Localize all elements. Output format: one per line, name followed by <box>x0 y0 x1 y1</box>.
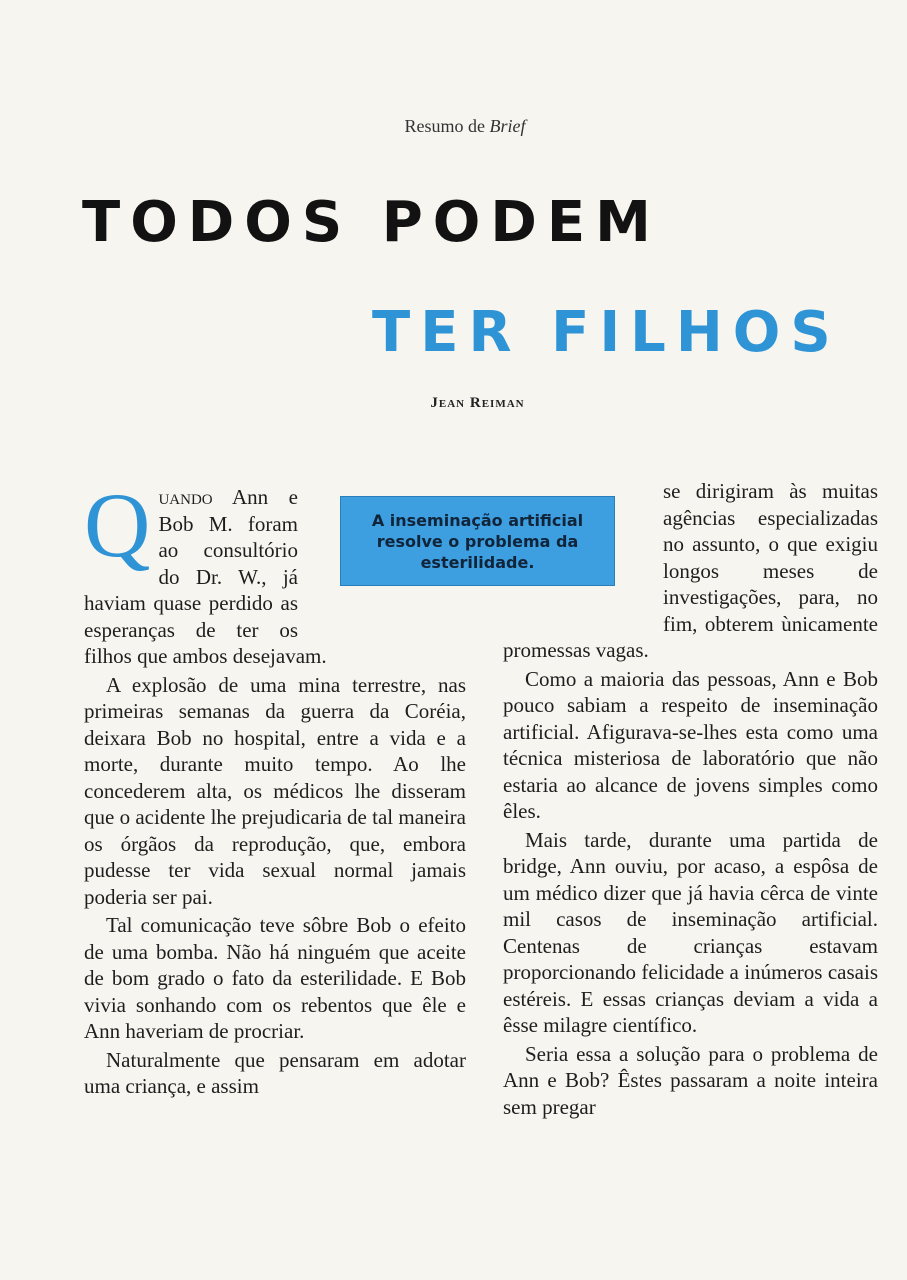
paragraph: Seria essa a solução para o problema de Ann e Bob? Êstes passaram a noite inteira sem pregar <box>503 1041 878 1119</box>
title-line-1: TODOS PODEM <box>82 190 661 255</box>
byline: Jean Reiman <box>430 395 525 411</box>
paragraph: Naturalmente que pensaram em adotar uma criança, e assim <box>84 1047 466 1098</box>
pullquote-box: A inseminação artificial resolve o problema da esterilidade. <box>340 496 615 586</box>
paragraph: Mais tarde, durante uma partida de bridge, Ann ouviu, por acaso, a espôsa de um médico dizer que já havia cêrca de vinte mil casos de inseminação artificial. Centenas de crianças estavam proporcionando felicidade a inúmeros casais estéreis. E essas crianças deviam a vida a êsse milagre científico. <box>503 827 878 1037</box>
paragraph: Tal comunicação teve sôbre Bob o efeito de uma bomba. Não há ninguém que aceite de bom grado o fato da esterilidade. E Bob vivia sonhando com os rebentos que êle e Ann haveriam de procriar. <box>84 913 466 1043</box>
paragraph: A explosão de uma mina terrestre, nas primeiras semanas da guerra da Coréia, deixara Bob no hospital, entre a vida e a morte, durante muito tempo. Ao lhe concederem alta, os médicos lhe disseram que o acidente lhe prejudicaria de tal maneira os órgãos da reprodução, que, embora pudesse ter vida sexual normal jamais poderia ser pai. <box>84 672 466 909</box>
kicker-prefix: Resumo de <box>404 116 485 136</box>
paragraph: Como a maioria das pessoas, Ann e Bob pouco sabiam a respeito de inseminação artificial. Afigurava-se-lhes esta como uma técnica misteriosa de laboratório que não estaria ao alcance de jovens simples como êles. <box>503 666 878 823</box>
title-line-2: TER FILHOS <box>372 300 841 365</box>
kicker-source: Brief <box>489 116 526 136</box>
article-kicker <box>0 116 907 137</box>
paragraph: se dirigiram às muitas agências especializadas no assunto, o que exigiu longos meses de investigações, para, no fim, obterem ùnicamente promessas vagas. <box>503 479 878 662</box>
lead-smallcaps: uando <box>158 485 213 509</box>
drop-cap: Q <box>84 474 151 576</box>
paragraph-text: Ann e Bob M. foram ao consultório do Dr. W., já haviam quase perdido as esperanças de ter os filhos que ambos desejavam. <box>84 485 327 668</box>
